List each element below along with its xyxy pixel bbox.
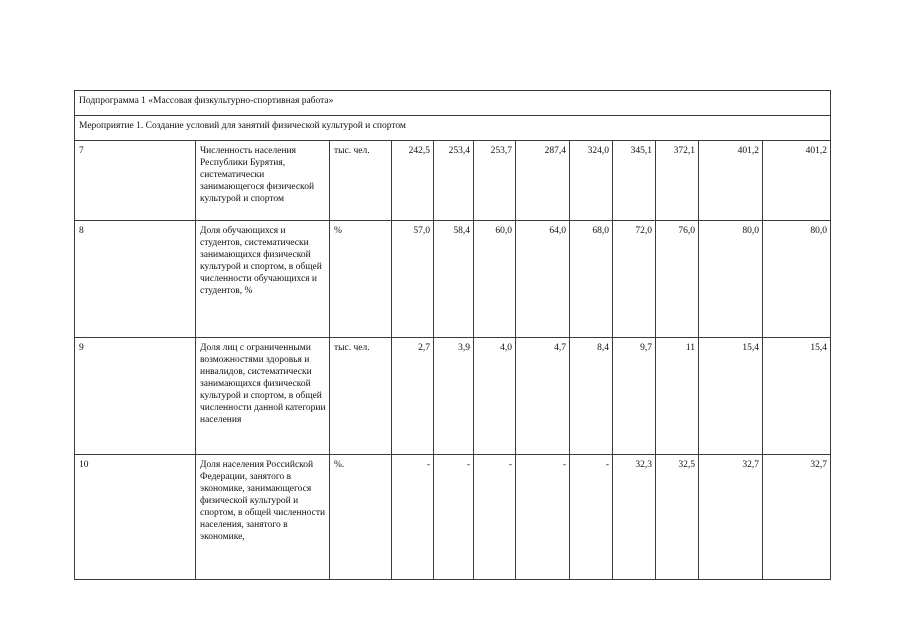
value-cell: 80,0 bbox=[763, 221, 831, 338]
table-row bbox=[75, 338, 831, 455]
value-cell: 4,7 bbox=[516, 338, 570, 455]
value-cell: 15,4 bbox=[699, 338, 763, 455]
value-cell: 32,3 bbox=[613, 455, 656, 580]
value-cell: 15,4 bbox=[763, 338, 831, 455]
unit-cell: тыс. чел. bbox=[330, 338, 392, 455]
value-cell: 32,7 bbox=[699, 455, 763, 580]
value-cell: 58,4 bbox=[434, 221, 474, 338]
value-cell: 80,0 bbox=[699, 221, 763, 338]
value-cell: 242,5 bbox=[392, 141, 434, 221]
value-cell: 57,0 bbox=[392, 221, 434, 338]
value-cell: - bbox=[434, 455, 474, 580]
value-cell: 372,1 bbox=[656, 141, 699, 221]
value-cell: 2,7 bbox=[392, 338, 434, 455]
value-cell: 3,9 bbox=[434, 338, 474, 455]
table-row bbox=[75, 221, 831, 338]
value-cell: 8,4 bbox=[570, 338, 613, 455]
unit-cell: тыс. чел. bbox=[330, 141, 392, 221]
value-cell: 64,0 bbox=[516, 221, 570, 338]
table-row bbox=[75, 141, 831, 221]
value-cell: 253,4 bbox=[434, 141, 474, 221]
value-cell: 253,7 bbox=[474, 141, 516, 221]
value-cell: 11 bbox=[656, 338, 699, 455]
value-cell: 345,1 bbox=[613, 141, 656, 221]
value-cell: 32,7 bbox=[763, 455, 831, 580]
row-index: 7 bbox=[75, 141, 196, 221]
value-cell: 324,0 bbox=[570, 141, 613, 221]
indicator-description: Доля лиц с ограниченными возможностями здоровья и инвалидов, систематически занимающихся физической культурой и спортом, в общей численности данной категории населения bbox=[196, 338, 330, 455]
measure-title: Мероприятие 1. Создание условий для занятий физической культурой и спортом bbox=[75, 116, 831, 141]
indicator-description: Доля населения Российской Федерации, занятого в экономике, занимающегося физической культурой и спортом, в общей численности населения, занятого в экономике, bbox=[196, 455, 330, 580]
value-cell: 4,0 bbox=[474, 338, 516, 455]
value-cell: 72,0 bbox=[613, 221, 656, 338]
value-cell: - bbox=[474, 455, 516, 580]
value-cell: 401,2 bbox=[763, 141, 831, 221]
subprogram-title: Подпрограмма 1 «Массовая физкультурно-спортивная работа» bbox=[75, 91, 831, 116]
row-index: 9 bbox=[75, 338, 196, 455]
value-cell: 9,7 bbox=[613, 338, 656, 455]
indicator-description: Доля обучающихся и студентов, систематически занимающихся физической культурой и спортом, в общей численности обучающихся и студентов, % bbox=[196, 221, 330, 338]
value-cell: - bbox=[392, 455, 434, 580]
unit-cell: %. bbox=[330, 455, 392, 580]
measure-row bbox=[75, 116, 831, 141]
value-cell: 32,5 bbox=[656, 455, 699, 580]
value-cell: - bbox=[516, 455, 570, 580]
indicators-table bbox=[74, 90, 831, 580]
unit-cell: % bbox=[330, 221, 392, 338]
value-cell: 287,4 bbox=[516, 141, 570, 221]
row-index: 10 bbox=[75, 455, 196, 580]
row-index: 8 bbox=[75, 221, 196, 338]
value-cell: 60,0 bbox=[474, 221, 516, 338]
value-cell: - bbox=[570, 455, 613, 580]
subprogram-row bbox=[75, 91, 831, 116]
value-cell: 68,0 bbox=[570, 221, 613, 338]
value-cell: 76,0 bbox=[656, 221, 699, 338]
table-row bbox=[75, 455, 831, 580]
value-cell: 401,2 bbox=[699, 141, 763, 221]
indicator-description: Численность населения Республики Бурятия, систематически занимающегося физической культурой и спортом bbox=[196, 141, 330, 221]
